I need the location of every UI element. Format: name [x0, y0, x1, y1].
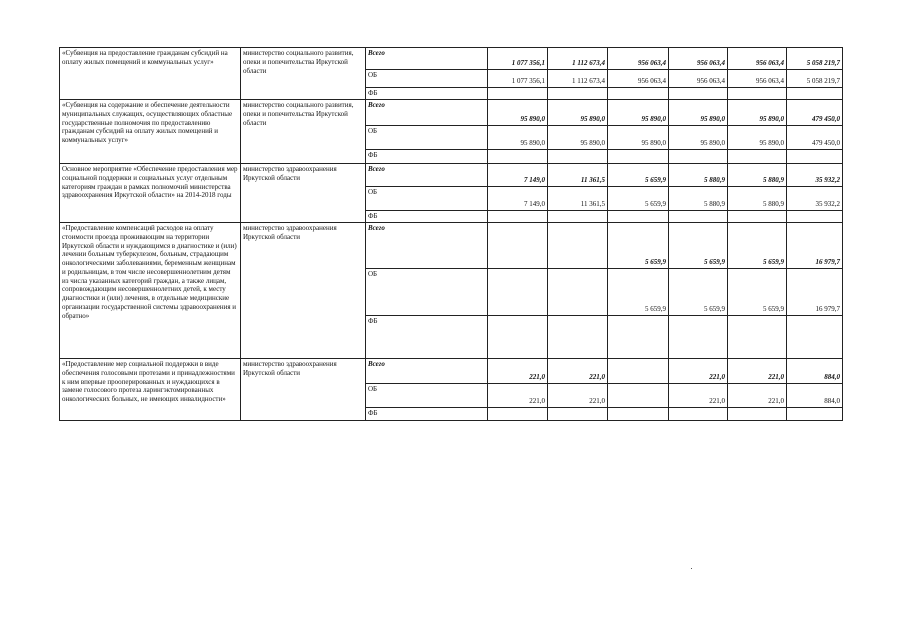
funding-source-label: ОБ — [368, 71, 378, 79]
year-value-cell: 221,0 — [488, 359, 548, 384]
total-value-cell: 16 979,7 — [787, 223, 843, 269]
year-value-cell: 956 063,4 — [728, 70, 787, 88]
funding-source-cell — [366, 187, 488, 211]
funding-source-label: ФБ — [368, 89, 378, 97]
total-value-cell: 884,0 — [787, 359, 843, 384]
total-value-cell: 35 932,2 — [787, 187, 843, 211]
year-value-cell: 221,0 — [728, 384, 787, 408]
executor-cell: министерство социального развития, опеки и попечительства Иркутской области — [241, 100, 366, 164]
year-value-cell — [548, 223, 608, 269]
funding-source-label: Всего — [368, 224, 385, 232]
funding-source-cell — [366, 211, 488, 223]
year-value-cell — [669, 150, 728, 164]
year-value-cell: 95 890,0 — [548, 126, 608, 150]
funding-source-label: ОБ — [368, 270, 378, 278]
year-value-cell: 95 890,0 — [608, 100, 669, 126]
year-value-cell: 5 659,9 — [608, 223, 669, 269]
funding-source-cell — [366, 164, 488, 187]
year-value-cell — [728, 211, 787, 223]
year-value-cell — [608, 211, 669, 223]
year-value-cell — [488, 408, 548, 421]
year-value-cell — [488, 150, 548, 164]
table-row — [60, 359, 843, 384]
year-value-cell — [728, 316, 787, 359]
year-value-cell — [488, 223, 548, 269]
year-value-cell: 5 659,9 — [728, 223, 787, 269]
year-value-cell: 5 659,9 — [608, 164, 669, 187]
year-value-cell — [608, 384, 669, 408]
activity-description: «Субвенция на содержание и обеспечение деятельности муниципальных служащих, осуществляющих областные государственные полномочия по предоставлению гражданам субсидий на оплату жилых помещений и коммунальных услуг» — [60, 100, 241, 164]
executor-cell: министерство здравоохранения Иркутской области — [241, 164, 366, 223]
year-value-cell — [608, 408, 669, 421]
funding-source-label: ОБ — [368, 188, 378, 196]
year-value-cell — [608, 150, 669, 164]
year-value-cell: 5 659,9 — [608, 269, 669, 316]
funding-source-cell — [366, 88, 488, 100]
executor-cell: министерство социального развития, опеки и попечительства Иркутской области — [241, 48, 366, 100]
funding-source-label: Всего — [368, 101, 385, 109]
year-value-cell: 5 659,9 — [669, 223, 728, 269]
total-value-cell: 479 450,0 — [787, 100, 843, 126]
year-value-cell: 95 890,0 — [669, 100, 728, 126]
year-value-cell: 956 063,4 — [728, 48, 787, 70]
funding-source-cell — [366, 48, 488, 70]
activity-description: «Предоставление компенсаций расходов на оплату стоимости проезда проживающим на территории Иркутской области и нуждающимся в диагностике и (или) лечении больным туберкулезом, больным, страдающим онкологическими заболеваниями, беременным женщинам и родильницам, в том числе несовершеннолетним детям из числа указанных категорий граждан, а также лицам, сопровождающим несовершеннолетних детей, к месту диагностики и (или) лечения, в отдельные медицинские организации государственной системы здравоохранения и обратно» — [60, 223, 241, 359]
total-value-cell: 5 058 219,7 — [787, 48, 843, 70]
total-value-cell: 884,0 — [787, 384, 843, 408]
year-value-cell: 956 063,4 — [669, 70, 728, 88]
year-value-cell — [488, 211, 548, 223]
total-value-cell: 479 450,0 — [787, 126, 843, 150]
year-value-cell: 95 890,0 — [669, 126, 728, 150]
table-row — [60, 164, 843, 187]
year-value-cell — [728, 88, 787, 100]
year-value-cell — [488, 316, 548, 359]
year-value-cell — [669, 88, 728, 100]
year-value-cell — [548, 211, 608, 223]
year-value-cell: 5 659,9 — [669, 269, 728, 316]
funding-source-label: ФБ — [368, 409, 378, 417]
budget-table — [59, 47, 843, 421]
funding-source-cell — [366, 384, 488, 408]
funding-source-cell — [366, 359, 488, 384]
activity-description: «Субвенция на предоставление гражданам субсидий на оплату жилых помещений и коммунальных услуг» — [60, 48, 241, 100]
year-value-cell — [728, 408, 787, 421]
year-value-cell: 95 890,0 — [488, 100, 548, 126]
year-value-cell — [728, 150, 787, 164]
funding-source-cell — [366, 223, 488, 269]
year-value-cell: 95 890,0 — [548, 100, 608, 126]
activity-description: Основное мероприятие «Обеспечение предоставления мер социальной поддержки и социальных услуг отдельным категориям граждан в рамках полномочий министерства здравоохранения Иркутской области» на 2014-2018 годы — [60, 164, 241, 223]
year-value-cell — [548, 269, 608, 316]
table-row — [60, 223, 843, 269]
year-value-cell: 95 890,0 — [488, 126, 548, 150]
year-value-cell — [548, 316, 608, 359]
funding-source-cell — [366, 126, 488, 150]
year-value-cell: 95 890,0 — [728, 126, 787, 150]
year-value-cell — [608, 316, 669, 359]
funding-source-label: Всего — [368, 360, 385, 368]
year-value-cell: 11 361,5 — [548, 164, 608, 187]
year-value-cell — [669, 316, 728, 359]
total-value-cell: 35 932,2 — [787, 164, 843, 187]
year-value-cell: 221,0 — [548, 384, 608, 408]
funding-source-label: ФБ — [368, 151, 378, 159]
funding-source-cell — [366, 150, 488, 164]
year-value-cell: 221,0 — [548, 359, 608, 384]
year-value-cell: 956 063,4 — [608, 48, 669, 70]
executor-cell: министерство здравоохранения Иркутской области — [241, 359, 366, 421]
funding-source-label: ФБ — [368, 317, 378, 325]
total-value-cell — [787, 150, 843, 164]
year-value-cell — [548, 408, 608, 421]
funding-source-label: ОБ — [368, 385, 378, 393]
year-value-cell: 5 880,9 — [669, 164, 728, 187]
funding-source-cell — [366, 316, 488, 359]
year-value-cell: 221,0 — [488, 384, 548, 408]
year-value-cell: 5 659,9 — [608, 187, 669, 211]
year-value-cell: 1 112 673,4 — [548, 70, 608, 88]
year-value-cell: 221,0 — [669, 359, 728, 384]
year-value-cell — [548, 150, 608, 164]
year-value-cell: 1 077 356,1 — [488, 48, 548, 70]
year-value-cell — [608, 88, 669, 100]
funding-source-cell — [366, 408, 488, 421]
year-value-cell: 1 112 673,4 — [548, 48, 608, 70]
total-value-cell — [787, 316, 843, 359]
year-value-cell: 5 659,9 — [728, 269, 787, 316]
funding-source-label: Всего — [368, 49, 385, 57]
year-value-cell — [669, 408, 728, 421]
year-value-cell: 956 063,4 — [608, 70, 669, 88]
year-value-cell: 11 361,5 — [548, 187, 608, 211]
year-value-cell: 5 880,9 — [669, 187, 728, 211]
year-value-cell — [669, 211, 728, 223]
table-row — [60, 48, 843, 70]
table-body — [60, 48, 843, 421]
funding-source-cell — [366, 269, 488, 316]
year-value-cell — [488, 88, 548, 100]
year-value-cell: 221,0 — [669, 384, 728, 408]
funding-source-label: Всего — [368, 165, 385, 173]
year-value-cell: 95 890,0 — [728, 100, 787, 126]
total-value-cell — [787, 211, 843, 223]
year-value-cell: 5 880,9 — [728, 164, 787, 187]
total-value-cell — [787, 88, 843, 100]
year-value-cell: 7 149,0 — [488, 164, 548, 187]
funding-source-label: ОБ — [368, 127, 378, 135]
year-value-cell: 7 149,0 — [488, 187, 548, 211]
year-value-cell: 221,0 — [728, 359, 787, 384]
activity-description: «Предоставление мер социальной поддержки в виде обеспечения голосовыми протезами и принадлежностями к ним впервые прооперированных и нуждающихся в замене голосового протеза ларингэктомированных онкологических больных, не имеющих инвалидности» — [60, 359, 241, 421]
year-value-cell — [548, 88, 608, 100]
funding-source-label: ФБ — [368, 212, 378, 220]
year-value-cell: 956 063,4 — [669, 48, 728, 70]
funding-source-cell — [366, 100, 488, 126]
year-value-cell: 1 077 356,1 — [488, 70, 548, 88]
scan-speck — [691, 568, 692, 569]
year-value-cell — [488, 269, 548, 316]
year-value-cell — [608, 359, 669, 384]
table-row — [60, 100, 843, 126]
year-value-cell: 95 890,0 — [608, 126, 669, 150]
total-value-cell: 5 058 219,7 — [787, 70, 843, 88]
total-value-cell — [787, 408, 843, 421]
funding-source-cell — [366, 70, 488, 88]
total-value-cell: 16 979,7 — [787, 269, 843, 316]
executor-cell: министерство здравоохранения Иркутской области — [241, 223, 366, 359]
year-value-cell: 5 880,9 — [728, 187, 787, 211]
